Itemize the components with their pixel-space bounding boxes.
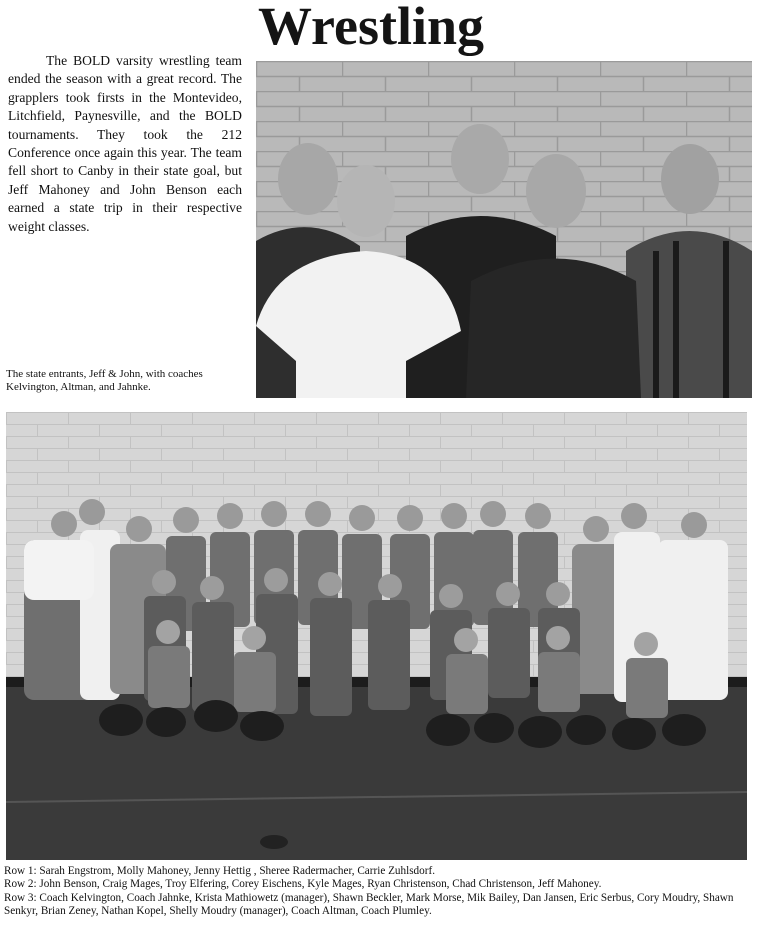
intro-paragraph: The BOLD varsity wrestling team ended the season with a great record. The grapplers took firsts in the Montevideo, Litchfield, Paynesville, and the BOLD tournaments. They took the 212 Conference once again this year. The team fell short to Canby in their state goal, but Jeff Mahoney and John Benson each earned a state trip in their respective weight classes. [8, 53, 242, 234]
page-title: Wrestling [258, 0, 485, 56]
coaches-photo [256, 61, 752, 398]
team-photo [6, 412, 747, 860]
caption-row-2: Row 2: John Benson, Craig Mages, Troy Elfering, Corey Eischens, Kyle Mages, Ryan Christenson, Chad Christenson, Jeff Mahoney. [4, 878, 602, 891]
team-photo-caption [4, 865, 756, 919]
caption-row-1: Row 1: Sarah Engstrom, Molly Mahoney, Jenny Hettig , Sheree Radermacher, Carrie Zuhlsdorf. [4, 865, 435, 877]
coaches-photo-caption: The state entrants, Jeff & John, with coaches Kelvington, Altman, and Jahnke. [6, 368, 203, 393]
caption-row-3: Row 3: Coach Kelvington, Coach Jahnke, Krista Mathiowetz (manager), Shawn Beckler, Mark Morse, Mik Bailey, Dan Jansen, Eric Serbus, Cory Moudry, Shawn Senkyr, Brian Zeney, Nathan Kopel, Shelly Moudry (manager), Coach Altman, Coach Plumley. [4, 891, 734, 918]
